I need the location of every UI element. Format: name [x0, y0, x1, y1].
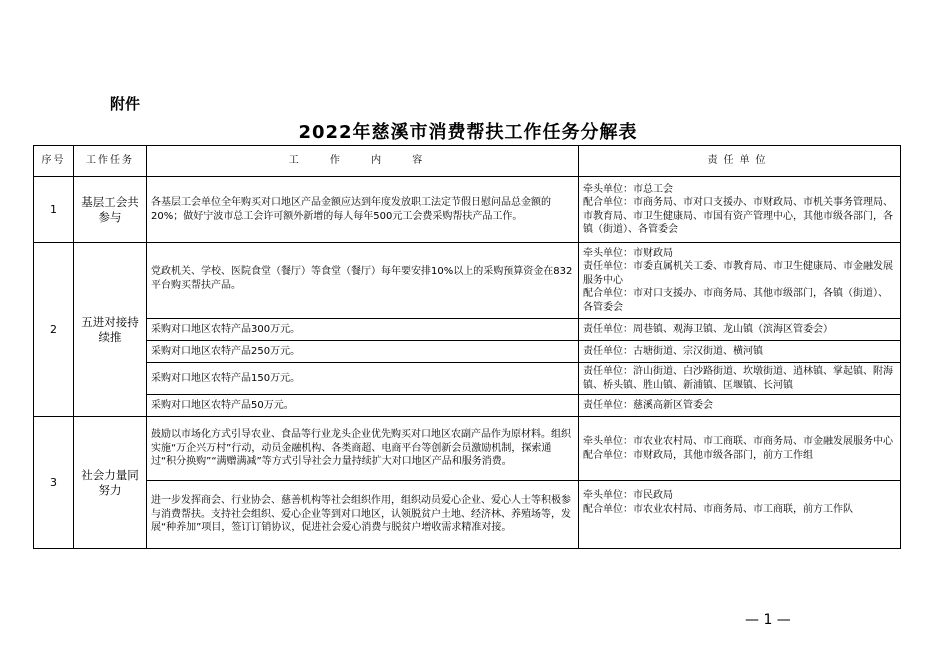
page-number: — 1 — [745, 612, 791, 628]
row-content: 采购对口地区农特产品300万元。 [147, 319, 579, 341]
row-responsible: 责任单位：浒山街道、白沙路街道、坎墩街道、逍林镇、掌起镇、附海镇、桥头镇、胜山镇、新浦镇、匡堰镇、长河镇 [579, 363, 901, 395]
table-row [34, 395, 901, 417]
col-header-responsible: 责任单位 [579, 146, 901, 177]
page-title: 2022年慈溪市消费帮扶工作任务分解表 [298, 122, 638, 143]
row-responsible: 牵头单位：市民政局 配合单位：市农业农村局、市商务局、市工商联，前方工作队 [579, 481, 901, 549]
row-content: 党政机关、学校、医院食堂（餐厅）等食堂（餐厅）每年要安排10%以上的采购预算资金在832平台购买帮扶产品。 [147, 243, 579, 319]
col-header-seq: 序号 [34, 146, 74, 177]
task-table [33, 145, 901, 549]
row-content: 采购对口地区农特产品250万元。 [147, 341, 579, 363]
header-row [34, 146, 901, 177]
row-content: 进一步发挥商会、行业协会、慈善机构等社会组织作用，组织动员爱心企业、爱心人士等积极参与消费帮扶。支持社会组织、爱心企业等到对口地区，认领脱贫户土地、经济林、养殖场等，发展“种养加”项目，签订订销协议，促进社会爱心消费与脱贫户增收需求精准对接。 [147, 481, 579, 549]
row-seq: 2 [34, 243, 74, 417]
table-row [34, 363, 901, 395]
row-content: 鼓励以市场化方式引导农业、食品等行业龙头企业优先购买对口地区农副产品作为原材料。组织实施“万企兴万村”行动，动员金融机构、各类商超、电商平台等创新会员激励机制，探索通过“积分换购”“满赠满减”等方式引导社会力量持续扩大对口地区产品和服务消费。 [147, 417, 579, 481]
row-content: 各基层工会单位全年购买对口地区产品金额应达到年度发放职工法定节假日慰问品总金额的20%；做好宁波市总工会许可额外新增的每人每年500元工会费采购帮扶产品工作。 [147, 177, 579, 243]
row-responsible: 牵头单位：市总工会 配合单位：市商务局、市对口支援办、市财政局、市机关事务管理局、市教育局、市卫生健康局、市国有资产管理中心，其他市级各部门，各镇（街道）、各管委会 [579, 177, 901, 243]
row-seq: 3 [34, 417, 74, 549]
row-task: 社会力量同努力 [74, 417, 147, 549]
table-row [34, 417, 901, 481]
attachment-label: 附件 [110, 95, 141, 113]
col-header-content: 工 作 内 容 [147, 146, 579, 177]
table-row [34, 341, 901, 363]
table-row [34, 243, 901, 319]
row-responsible: 责任单位：周巷镇、观海卫镇、龙山镇（滨海区管委会） [579, 319, 901, 341]
row-content: 采购对口地区农特产品150万元。 [147, 363, 579, 395]
row-responsible: 牵头单位：市农业农村局、市工商联、市商务局、市金融发展服务中心 配合单位：市财政局，其他市级各部门，前方工作组 [579, 417, 901, 481]
row-seq: 1 [34, 177, 74, 243]
row-responsible: 牵头单位：市财政局 责任单位：市委直属机关工委、市教育局、市卫生健康局、市金融发展服务中心 配合单位：市对口支援办、市商务局、其他市级部门，各镇（街道）、各管委会 [579, 243, 901, 319]
row-responsible: 责任单位：慈溪高新区管委会 [579, 395, 901, 417]
table-row [34, 481, 901, 549]
col-header-task: 工作任务 [74, 146, 147, 177]
table-row [34, 319, 901, 341]
table-row [34, 177, 901, 243]
row-responsible: 责任单位：古塘街道、宗汉街道、横河镇 [579, 341, 901, 363]
row-task: 五进对接持续推 [74, 243, 147, 417]
row-task: 基层工会共参与 [74, 177, 147, 243]
row-content: 采购对口地区农特产品50万元。 [147, 395, 579, 417]
